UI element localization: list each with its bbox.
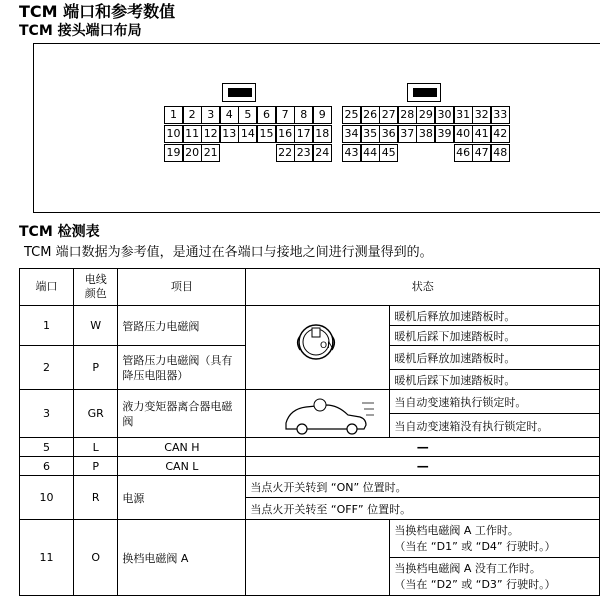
wire-color-cell: P [74, 346, 118, 390]
ignition-on-label: ON [320, 341, 335, 351]
connector-key-right-slot [413, 88, 437, 97]
state-cell: 暖机后踩下加速踏板时。 [390, 326, 600, 346]
connector-pin: 27 [379, 106, 398, 124]
state-cell [390, 520, 600, 558]
connector-pin: 32 [472, 106, 491, 124]
wire-color-cell: O [74, 520, 118, 596]
terminal-cell: 11 [20, 520, 74, 596]
connector-pin: 29 [416, 106, 435, 124]
connector-key-left-slot [228, 88, 252, 97]
icon-cell-empty [246, 520, 390, 596]
connector-pin: 42 [491, 125, 510, 143]
condition-dash: — [246, 438, 600, 457]
connector-pin: 30 [435, 106, 454, 124]
connector-pin: 43 [342, 144, 361, 162]
connector-pin: 3 [201, 106, 220, 124]
connector-pin: 28 [398, 106, 417, 124]
wire-color-cell: W [74, 306, 118, 346]
connector-pin: 15 [257, 125, 276, 143]
connector-pin: 44 [361, 144, 380, 162]
state-line: （当在 “D1” 或 “D4” 行驶时。） [394, 539, 556, 553]
connector-pin: 48 [491, 144, 510, 162]
connector-pin: 46 [454, 144, 473, 162]
state-line: （当在 “D2” 或 “D3” 行驶时。） [394, 577, 556, 591]
connector-pin: 9 [313, 106, 332, 124]
header-item: 项目 [118, 269, 246, 306]
wire-color-cell: R [74, 476, 118, 520]
item-cell: 液力变矩器离合器电磁阀 [118, 390, 246, 438]
connector-pin: 37 [398, 125, 417, 143]
connector-pin: 12 [201, 125, 220, 143]
connector-pin: 39 [435, 125, 454, 143]
connector-pin: 18 [313, 125, 332, 143]
state-cell: 暖机后释放加速踏板时。 [390, 306, 600, 326]
connector-pin: 35 [361, 125, 380, 143]
connector-pin: 1 [164, 106, 183, 124]
driving-icon-cell [246, 390, 390, 438]
item-cell: 换档电磁阀 A [118, 520, 246, 596]
connector-pin: 19 [164, 144, 183, 162]
connector-pin: 10 [164, 125, 183, 143]
terminal-check-table [19, 268, 600, 596]
wire-color-cell: L [74, 438, 118, 457]
item-cell: 电源 [118, 476, 246, 520]
connector-pin: 8 [294, 106, 313, 124]
connector-pin: 38 [416, 125, 435, 143]
terminal-cell: 1 [20, 306, 74, 346]
page-title: TCM 端口和参考数值 [19, 2, 176, 21]
item-cell: CAN H [118, 438, 246, 457]
connector-pin: 23 [294, 144, 313, 162]
connector-layout-title: TCM 接头端口布局 [19, 23, 142, 39]
connector-pin: 25 [342, 106, 361, 124]
check-table-title: TCM 检测表 [19, 224, 100, 240]
connector-pin: 31 [454, 106, 473, 124]
connector-pin: 41 [472, 125, 491, 143]
connector-pin: 45 [379, 144, 398, 162]
connector-pin: 20 [183, 144, 202, 162]
state-line: 当换档电磁阀 A 没有工作时。 [394, 561, 541, 575]
connector-pin: 5 [238, 106, 257, 124]
header-terminal: 端口 [20, 269, 74, 306]
connector-pin: 34 [342, 125, 361, 143]
car-driving-icon [278, 393, 378, 435]
state-cell: 暖机后踩下加速踏板时。 [390, 370, 600, 390]
terminal-cell: 3 [20, 390, 74, 438]
connector-pin: 2 [183, 106, 202, 124]
check-table-description: TCM 端口数据为参考值，是通过在各端口与接地之间进行测量得到的。 [24, 245, 433, 260]
connector-pin: 47 [472, 144, 491, 162]
terminal-cell: 10 [20, 476, 74, 520]
state-cell [390, 558, 600, 596]
connector-diagram [33, 43, 600, 213]
state-cell: 当点火开关转至 “OFF” 位置时。 [246, 498, 600, 520]
ignition-key-on-icon [250, 306, 385, 386]
connector-pin: 4 [220, 106, 239, 124]
connector-pin: 22 [276, 144, 295, 162]
item-cell: 管路压力电磁阀（具有降压电阻器） [118, 346, 246, 390]
connector-pin: 24 [313, 144, 332, 162]
state-cell: 当自动变速箱执行锁定时。 [390, 390, 600, 414]
item-cell: 管路压力电磁阀 [118, 306, 246, 346]
wire-color-cell: GR [74, 390, 118, 438]
connector-pin: 40 [454, 125, 473, 143]
ignition-icon-cell [246, 306, 390, 390]
item-cell: CAN L [118, 457, 246, 476]
connector-pin: 14 [238, 125, 257, 143]
state-cell: 当点火开关转到 “ON” 位置时。 [246, 476, 600, 498]
connector-pin: 16 [276, 125, 295, 143]
connector-pin: 13 [220, 125, 239, 143]
terminal-cell: 6 [20, 457, 74, 476]
header-wire-color: 电线 颜色 [74, 269, 118, 306]
terminal-cell: 5 [20, 438, 74, 457]
connector-pin: 17 [294, 125, 313, 143]
terminal-cell: 2 [20, 346, 74, 390]
connector-pin: 21 [201, 144, 220, 162]
condition-dash: — [246, 457, 600, 476]
connector-pin: 7 [276, 106, 295, 124]
state-cell: 当自动变速箱没有执行锁定时。 [390, 414, 600, 438]
connector-pin: 36 [379, 125, 398, 143]
connector-pin: 6 [257, 106, 276, 124]
connector-pin: 26 [361, 106, 380, 124]
header-condition: 状态 [246, 269, 600, 306]
state-line: 当换档电磁阀 A 工作时。 [394, 523, 519, 537]
wire-color-cell: P [74, 457, 118, 476]
connector-pin: 33 [491, 106, 510, 124]
state-cell: 暖机后释放加速踏板时。 [390, 346, 600, 370]
connector-pin: 11 [183, 125, 202, 143]
